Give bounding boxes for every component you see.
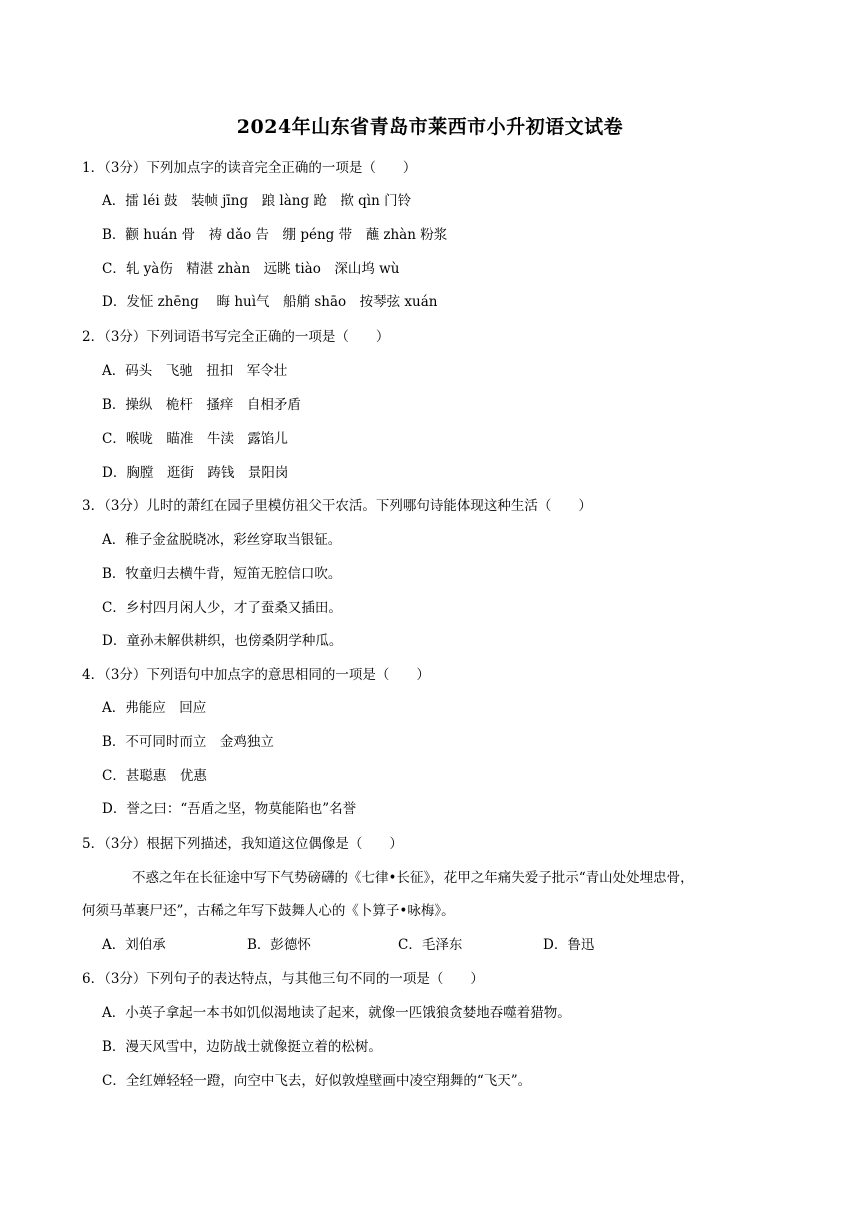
question-1-option-d: D．发怔 zhēng 晦 huì气 船艄 shāo 按琴弦 xuán (102, 294, 438, 310)
exam-title: 2024年山东省青岛市莱西市小升初语文试卷 (236, 116, 624, 138)
question-2-option-b: B．操纵 桅杆 搔痒 自相矛盾 (102, 397, 301, 413)
question-6-option-b: B．漫天风雪中，边防战士就像挺立着的松树。 (102, 1039, 382, 1055)
question-5-passage-line-1: 不惑之年在长征途中写下气势磅礴的《七律•长征》，花甲之年痛失爱子批示“青山处处埋忠骨， (132, 870, 694, 886)
question-1-stem: 1．（3分）下列加点字的读音完全正确的一项是（ ） (82, 160, 417, 176)
question-2-option-d: D．胸膛 逛街 踌钱 景阳岗 (102, 465, 289, 481)
question-6-stem: 6．（3分）下列句子的表达特点，与其他三句不同的一项是（ ） (82, 971, 484, 987)
question-5-option-b: B．彭德怀 (247, 937, 311, 953)
question-4-option-c: C．甚聪惠 优惠 (102, 768, 207, 784)
question-3-option-c: C．乡村四月闲人少，才了蚕桑又插田。 (102, 600, 342, 616)
question-3-option-d: D．童孙未解供耕织，也傍桑阴学种瓜。 (102, 633, 343, 649)
question-5-option-c: C．毛泽东 (398, 937, 463, 953)
question-4-stem: 4．（3分）下列语句中加点字的意思相同的一项是（ ） (82, 667, 430, 683)
question-2-option-c: C．喉咙 瞄准 牛渎 露馅儿 (102, 431, 288, 447)
question-5-option-d: D．鲁迅 (543, 937, 595, 953)
question-6-option-a: A．小英子拿起一本书如饥似渴地读了起来，就像一匹饿狼贪婪地吞噬着猎物。 (102, 1005, 571, 1021)
question-1-option-c: C．轧 yà伤 精湛 zhàn 远眺 tiào 深山坞 wù (102, 261, 400, 277)
question-2-stem: 2．（3分）下列词语书写完全正确的一项是（ ） (82, 329, 390, 345)
question-4-option-d: D．誉之曰：“吾盾之坚，物莫能陷也”名誉 (102, 801, 357, 817)
question-2-option-a: A．码头 飞驰 扭扣 军令壮 (102, 363, 288, 379)
question-5-option-a: A．刘伯承 (102, 937, 166, 953)
question-6-option-c: C．全红婵轻轻一蹬，向空中飞去，好似敦煌壁画中凌空翔舞的“飞天”。 (102, 1073, 532, 1089)
question-3-option-b: B．牧童归去横牛背，短笛无腔信口吹。 (102, 566, 342, 582)
question-4-option-b: B．不可同时而立 金鸡独立 (102, 734, 274, 750)
question-5-stem: 5．（3分）根据下列描述，我知道这位偶像是（ ） (82, 836, 403, 852)
question-3-stem: 3．（3分）儿时的萧红在园子里模仿祖父干农活。下列哪句诗能体现这种生活（ ） (82, 498, 592, 514)
question-1-option-b: B．颧 huán 骨 祷 dǎo 告 绷 péng 带 蘸 zhàn 粉浆 (102, 227, 448, 243)
question-5-passage-line-2: 何须马革裹尸还”，古稀之年写下鼓舞人心的《卜算子•咏梅》。 (82, 903, 455, 919)
question-1-option-a: A．擂 léi 鼓 装帧 jīng 踉 làng 跄 揿 qìn 门铃 (102, 193, 412, 209)
question-3-option-a: A．稚子金盆脱晓冰，彩丝穿取当银钲。 (102, 532, 342, 548)
question-4-option-a: A．弗能应 回应 (102, 700, 207, 716)
